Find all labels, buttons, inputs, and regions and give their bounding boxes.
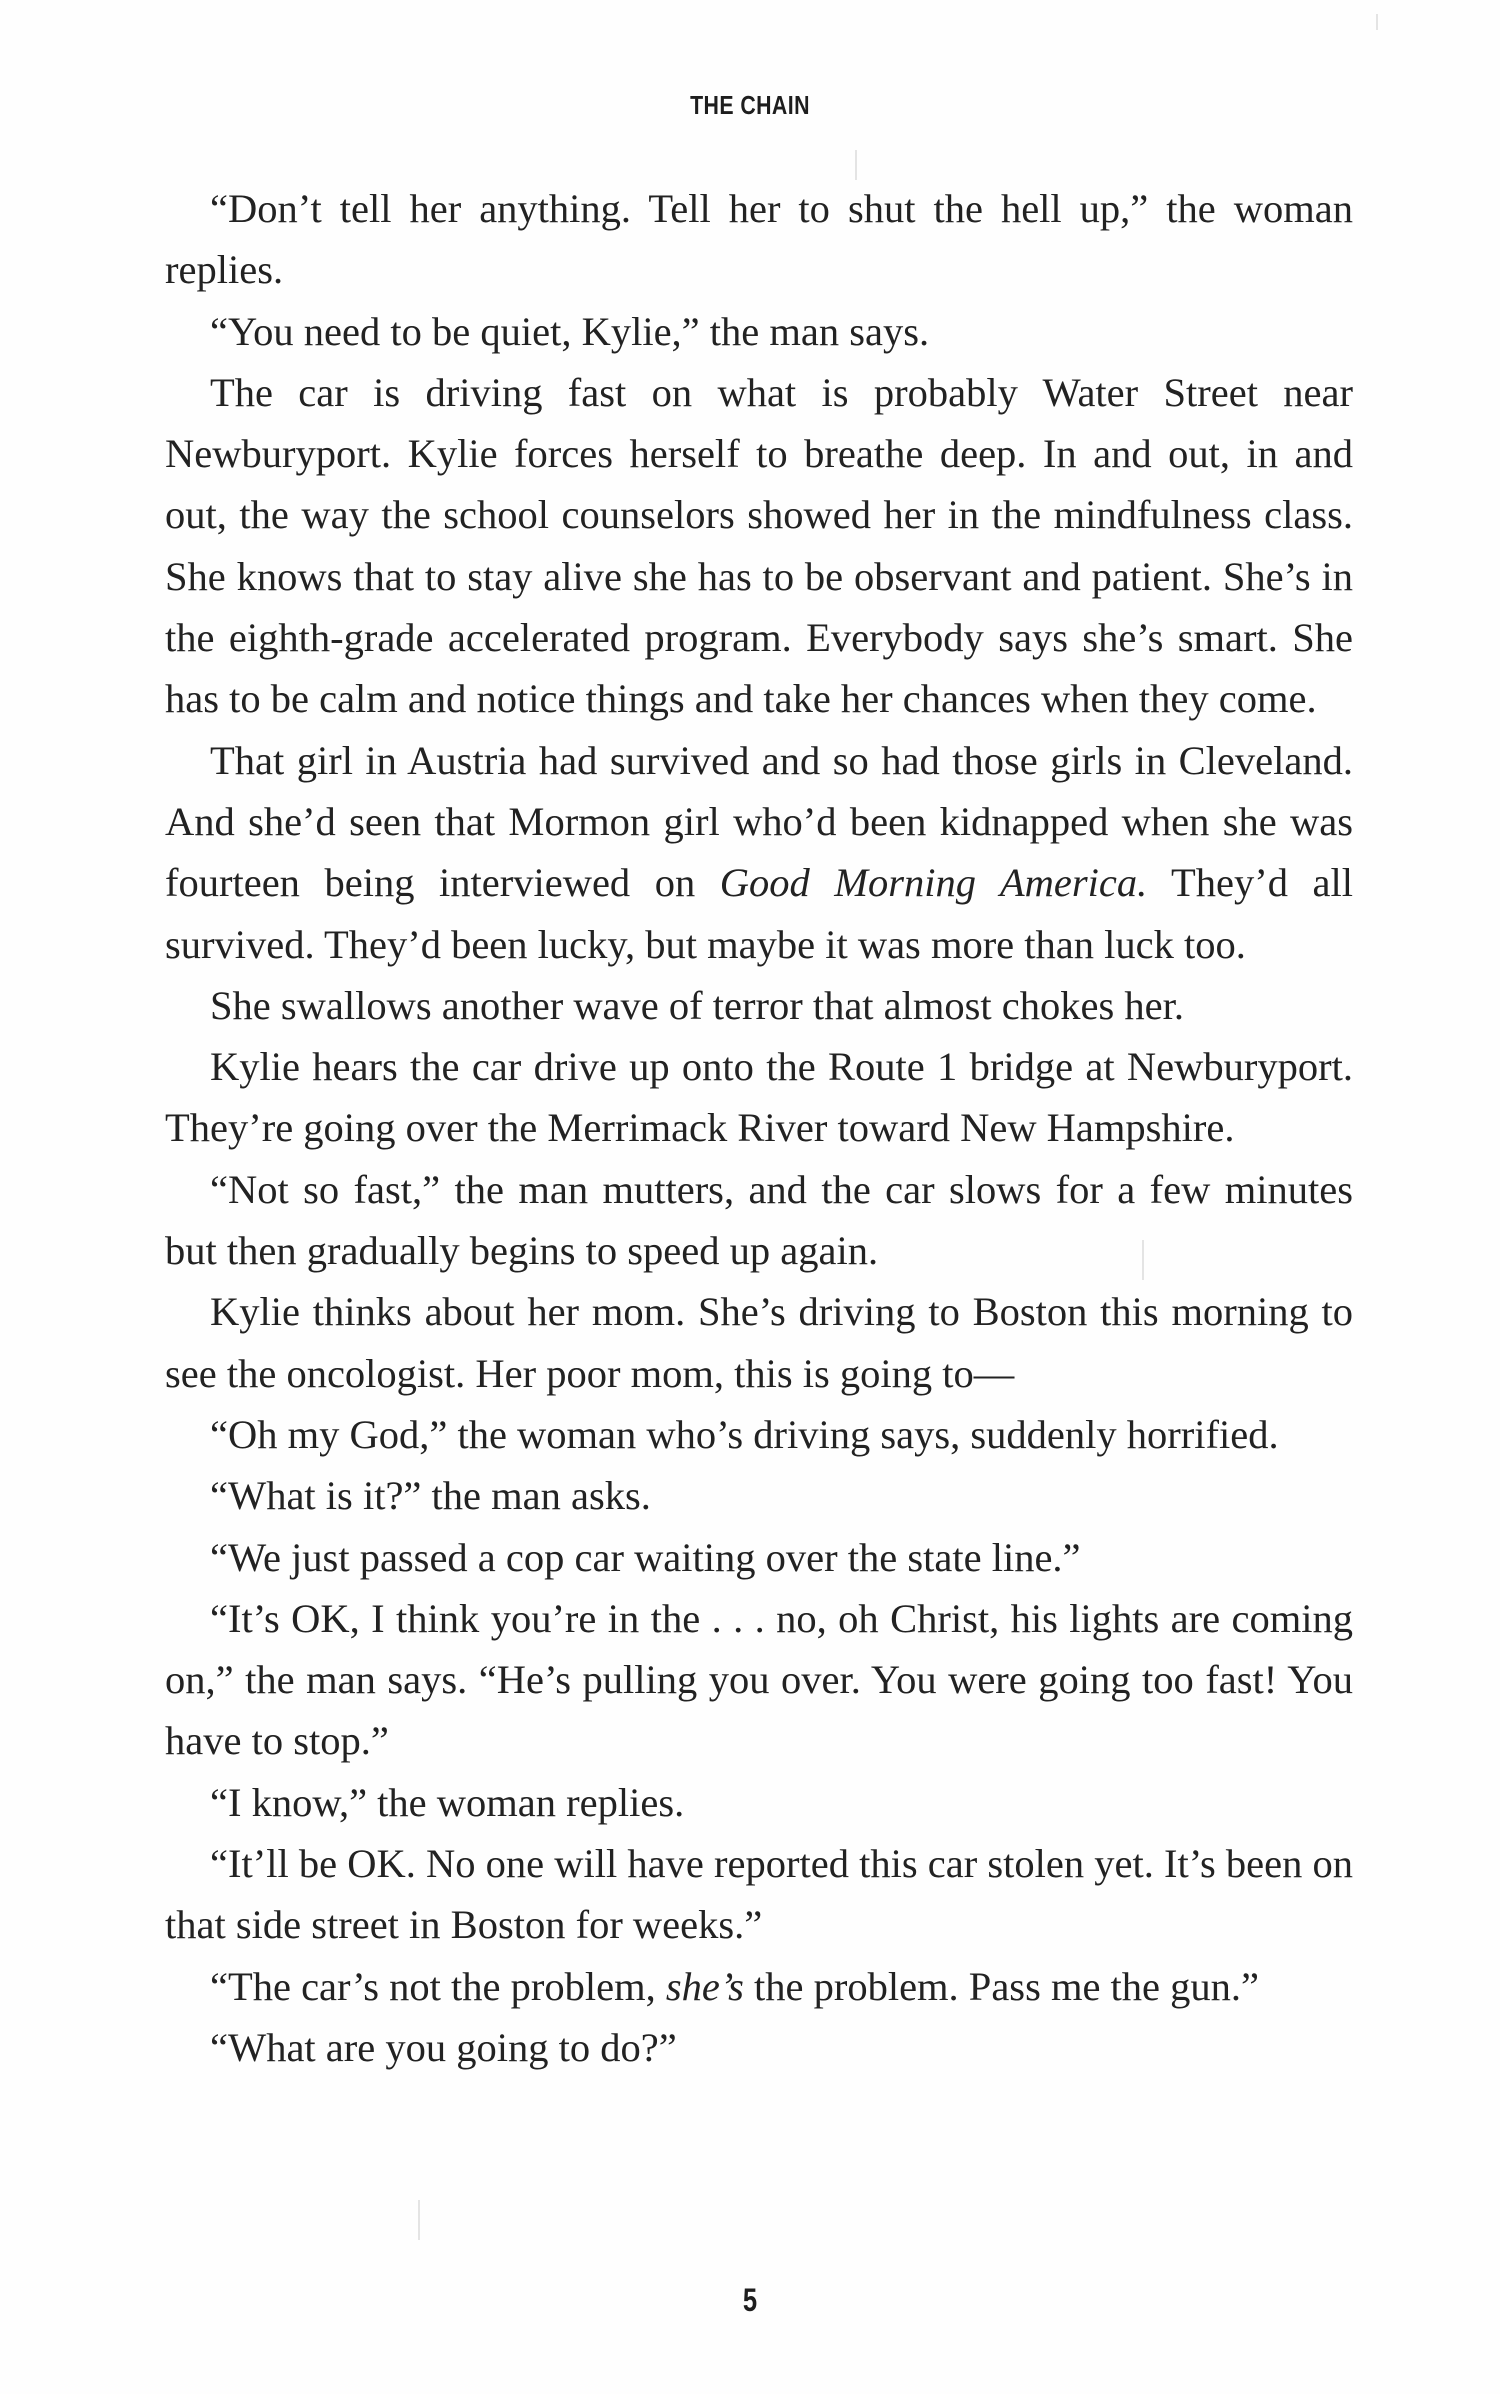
paragraph: “You need to be quiet, Kylie,” the man says. <box>210 308 930 354</box>
paragraph: Kylie thinks about her mom. She’s driving to Boston this morning to see the oncologist. Her poor mom, this is going to— <box>165 1289 1353 1396</box>
paragraph: “Don’t tell her anything. Tell her to shut the hell up,” the woman replies. <box>165 186 1353 293</box>
paragraph: “What is it?” the man asks. <box>210 1473 651 1519</box>
paragraph-text: That girl in Austria had survived and so had those girls in Cleveland. And she’d seen that Mormon girl who’d been kidnapped when she was fourteen being interviewed on <box>165 737 1353 906</box>
paragraph: “Oh my God,” the woman who’s driving says, suddenly horrified. <box>210 1411 1279 1457</box>
page-number: 5 <box>742 2282 758 2318</box>
paragraph: The car is driving fast on what is probably Water Street near Newburyport. Kylie forces herself to breathe deep. In and out, in and out, the way the school counselors showed her in the mindfulness class. She knows that to stay alive she has to be observant and patient. She’s in the eighth-grade accelerated program. Everybody says she’s smart. She has to be calm and notice things and take her chances when they come. <box>165 369 1353 722</box>
paragraph: “It’ll be OK. No one will have reported this car stolen yet. It’s been on that side street in Boston for weeks.” <box>165 1841 1353 1948</box>
scan-artifact <box>418 2200 420 2240</box>
body-text <box>165 178 1353 2078</box>
italic-emphasis: she’s <box>665 1963 744 2009</box>
paragraph: “What are you going to do?” <box>210 2024 677 2070</box>
paragraph: “We just passed a cop car waiting over the state line.” <box>210 1534 1081 1580</box>
paragraph-text: the problem. Pass me the gun.” <box>743 1963 1260 2009</box>
paragraph <box>165 730 1353 975</box>
scan-artifact <box>855 150 857 180</box>
paragraph: Kylie hears the car drive up onto the Route 1 bridge at Newburyport. They’re going over the Merrimack River toward New Hampshire. <box>165 1044 1353 1151</box>
paragraph: She swallows another wave of terror that almost chokes her. <box>210 982 1184 1028</box>
paragraph: “I know,” the woman replies. <box>210 1779 685 1825</box>
paragraph: “It’s OK, I think you’re in the . . . no, oh Christ, his lights are coming on,” the man says. “He’s pulling you over. You were going too fast! You have to stop.” <box>165 1595 1353 1764</box>
paragraph <box>165 1956 1353 2017</box>
paragraph-text: “The car’s not the problem, <box>210 1963 666 2009</box>
italic-title: Good Morning America. <box>719 860 1148 906</box>
paragraph-text: They’d all survived. They’d been lucky, but maybe it was more than luck too. <box>165 860 1353 967</box>
paragraph: “Not so fast,” the man mutters, and the car slows for a few minutes but then gradually begins to speed up again. <box>165 1166 1353 1274</box>
running-title: THE CHAIN <box>690 90 810 120</box>
scan-artifact <box>1376 14 1378 30</box>
